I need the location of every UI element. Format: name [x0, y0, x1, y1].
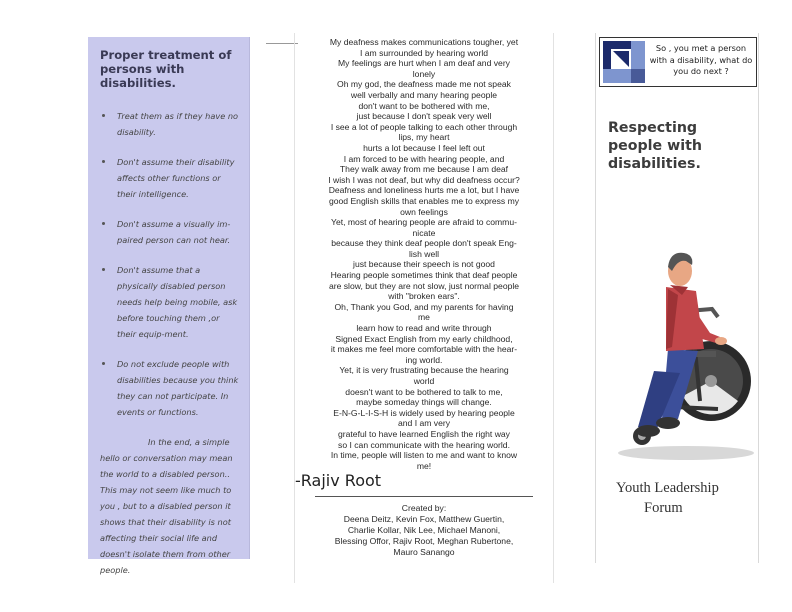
- poem-line: just because their speech is not good: [353, 259, 495, 270]
- poem-line: don't want to be bothered with me,: [358, 100, 490, 111]
- poem-line: They walk away from me because I am deaf: [339, 164, 509, 175]
- credits-line: Blessing Offor, Rajiv Root, Meghan Rubertone,: [334, 535, 514, 546]
- bullet-text: Treat them as if they have no disability.: [117, 111, 239, 137]
- poem-line: it makes me feel more comfortable with the hear-: [330, 344, 518, 355]
- bullet-icon: [102, 268, 105, 271]
- poem-line: well verbally and many hearing people: [350, 89, 498, 100]
- poem-line: lonely: [412, 68, 436, 79]
- poem-line: own feelings: [400, 206, 448, 217]
- credits-line: Charlie Kollar, Nik Lee, Michael Manoni,: [347, 524, 501, 535]
- poem-author: -Rajiv Root: [295, 471, 382, 491]
- poem-line: grateful to have learned English the right way: [338, 428, 510, 439]
- list-item: [100, 154, 241, 202]
- poem-line: Oh my god, the deafness made me not speak: [337, 79, 511, 90]
- poem: [295, 33, 553, 471]
- closing-paragraph: In the end, a simple hello or conversation may mean the world to a disabled person.. This may not seem like much to you , but to a disabled person it shows that their disability is not affecting their social life and doesn't isolate them from other people.: [100, 437, 233, 575]
- poem-line: I see a lot of people talking to each other through: [330, 121, 518, 132]
- bullet-icon: [102, 222, 105, 225]
- poem-line: so I can communicate with the hearing world.: [338, 439, 510, 450]
- poem-line: lips, my heart: [398, 132, 450, 143]
- poem-line: good English skills that enables me to express my: [328, 195, 520, 206]
- org-name-line1: Youth Leadership: [616, 480, 719, 496]
- poem-line: world: [413, 376, 435, 386]
- poem-line: nicate: [412, 227, 436, 238]
- poem-line: ing world.: [405, 354, 443, 365]
- poem-panel: [294, 33, 554, 583]
- org-name-line2: Forum: [644, 500, 683, 516]
- credits: [295, 503, 553, 557]
- list-item: [100, 216, 241, 248]
- poem-line: with "broken ears".: [388, 291, 460, 302]
- bullet-text: Don't assume a visually im-paired person can not hear.: [117, 219, 231, 245]
- bullet-icon: [102, 160, 105, 163]
- poem-line: My feelings are hurt when I am deaf and very: [338, 58, 510, 69]
- organization-name: [616, 478, 746, 518]
- logo-icon: [603, 41, 645, 83]
- poem-line: just because I don't speak very well: [356, 111, 492, 122]
- treatment-heading: Proper treatment of persons with disabilities.: [100, 48, 232, 90]
- left-panel: [88, 37, 250, 575]
- poem-line: Yet, most of hearing people are afraid to commu-: [331, 217, 517, 228]
- treatment-list: [100, 108, 241, 420]
- header-box: [599, 37, 757, 87]
- poem-line: Signed Exact English from my early childhood,: [335, 333, 513, 344]
- poem-line: me!: [416, 460, 432, 471]
- poem-line: lish well: [408, 248, 440, 259]
- list-item: [100, 108, 241, 140]
- divider: [315, 496, 533, 497]
- poem-line: Yet, it is very frustrating because the hearing: [339, 365, 509, 376]
- poem-line: are slow, but they are not slow, just normal people: [328, 280, 520, 291]
- cover-panel: [595, 33, 759, 563]
- bullet-text: Do not exclude people with disabilities because you think they can not participate. In events or functions.: [117, 359, 239, 417]
- bullet-text: Don't assume their disability affects other functions or their intelligence.: [117, 157, 235, 199]
- poem-line: learn how to read and write through: [356, 323, 492, 334]
- bullet-icon: [102, 114, 105, 117]
- bullet-text: Don't assume that a physically disabled person needs help being mobile, ask before touching them ,or their equip-ment.: [117, 265, 238, 339]
- credits-line: Deena Deitz, Kevin Fox, Matthew Guertin,: [343, 514, 505, 525]
- poem-line: E-N-G-L-I-S-H is widely used by hearing people: [333, 407, 515, 418]
- poem-line: My deafness makes communications tougher, yet: [329, 37, 519, 47]
- poem-line: I am forced to be with hearing people, and: [343, 153, 505, 164]
- poem-line: I am surrounded by hearing world: [359, 47, 489, 58]
- bullet-icon: [102, 362, 105, 365]
- tagline: So , you met a person with a disability, what do you do next ?: [649, 43, 753, 76]
- credits-heading: Created by:: [401, 503, 447, 514]
- cover-title: Respecting people with disabilities.: [608, 120, 702, 172]
- poem-line: because they think deaf people don't speak Eng-: [331, 238, 517, 249]
- list-item: [100, 262, 241, 342]
- poem-line: doesn't want to be bothered to talk to me,: [345, 386, 503, 397]
- poem-line: hurts a lot because I feel left out: [363, 142, 485, 153]
- poem-line: Oh, Thank you God, and my parents for having: [334, 301, 514, 312]
- poem-line: I wish I was not deaf, but why did deafness occur?: [328, 174, 520, 185]
- wheelchair-user-illustration: [608, 231, 756, 463]
- credits-line: Mauro Sanango: [393, 546, 455, 557]
- poem-line: maybe someday things will change.: [356, 397, 492, 408]
- poem-line: me: [418, 312, 430, 323]
- poem-line: and I am very: [397, 418, 451, 429]
- poem-line: In time, people will listen to me and want to know: [330, 450, 518, 461]
- poem-line: Deafness and loneliness hurts me a lot, but I have: [328, 185, 520, 196]
- list-item: [100, 356, 241, 420]
- poem-line: Hearing people sometimes think that deaf people: [330, 270, 518, 281]
